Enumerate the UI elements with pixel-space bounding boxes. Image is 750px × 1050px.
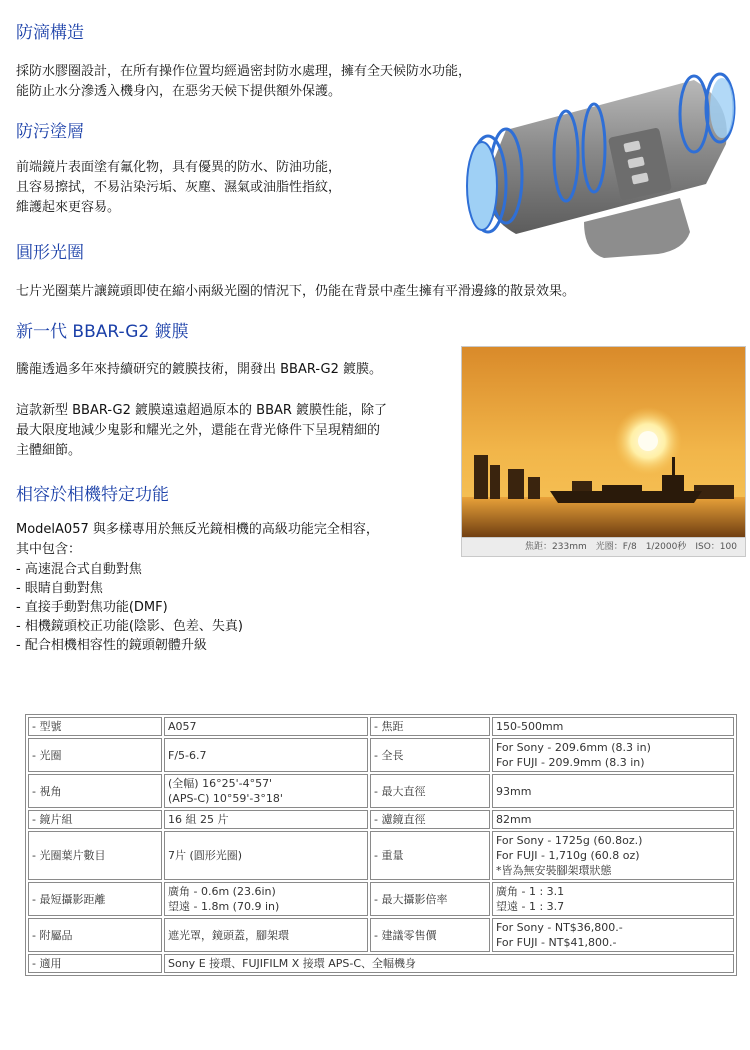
coating-line-1: 前端鏡片表面塗有氟化物，具有優異的防水、防油功能， [16,160,342,175]
front-element [467,142,497,230]
spec-value: Sony E 接環、FUJIFILM X 接環 APS-C、全幅機身 [164,954,734,973]
feature-item: - 高速混合式自動對焦 [16,562,142,577]
spec-row [28,774,734,808]
coating-paragraph [16,158,341,218]
spec-table [25,714,737,976]
spec-label: - 光圈葉片數目 [28,831,162,880]
spec-label: - 適用 [28,954,162,973]
bbar-line-3: 主體細節。 [16,443,82,458]
weather-paragraph [16,62,471,102]
spec-label: - 焦距 [370,717,490,736]
spec-value: F/5-6.7 [164,738,368,772]
rear-element [710,78,734,138]
spec-label: - 全長 [370,738,490,772]
spec-value: 廣角 - 0.6m (23.6in) 望遠 - 1.8m (70.9 in) [164,882,368,916]
feature-item: - 眼睛自動對焦 [16,581,103,596]
feature-list [16,560,243,655]
weather-line-1: 採防水膠圈設計，在所有操作位置均經過密封防水處理，擁有全天候防水功能， [16,64,472,79]
spec-label: - 型號 [28,717,162,736]
spec-value: A057 [164,717,368,736]
bbar-line-2: 最大限度地減少鬼影和耀光之外，還能在背光條件下呈現精細的 [16,423,381,438]
compat-paragraph [16,520,379,560]
section-title-coating: 防污塗層 [16,122,84,142]
spec-row [28,831,734,880]
spec-value: For Sony - 1725g (60.8oz.) For FUJI - 1,710g (60.8 oz) *皆為無安裝腳架環狀態 [492,831,734,880]
spec-label: - 最短攝影距離 [28,882,162,916]
spec-label: - 重量 [370,831,490,880]
spec-value: For Sony - 209.6mm (8.3 in) For FUJI - 209.9mm (8.3 in) [492,738,734,772]
spec-value: For Sony - NT$36,800.- For FUJI - NT$41,800.- [492,918,734,952]
spec-row [28,882,734,916]
sample-photo [461,346,746,538]
bbar-line-1: 這款新型 BBAR-G2 鍍膜遠遠超過原本的 BBAR 鍍膜性能，除了 [16,403,388,418]
coating-line-3: 維護起來更容易。 [16,200,121,215]
spec-row [28,954,734,973]
spec-label: - 附屬品 [28,918,162,952]
compat-line-1: ModelA057 與多樣專用於無反光鏡相機的高級功能完全相容， [16,522,379,537]
compat-line-2: 其中包含： [16,542,82,557]
feature-item: - 相機鏡頭校正功能(陰影、色差、失真) [16,619,243,634]
lens-illustration [444,72,742,266]
spec-label: - 視角 [28,774,162,808]
spec-row [28,810,734,829]
spec-value: 93mm [492,774,734,808]
section-title-aperture: 圓形光圈 [16,243,84,263]
spec-label: - 光圈 [28,738,162,772]
spec-label: - 濾鏡直徑 [370,810,490,829]
spec-value: 82mm [492,810,734,829]
spec-label: - 建議零售價 [370,918,490,952]
spec-row [28,918,734,952]
spec-label: - 最大攝影倍率 [370,882,490,916]
aperture-paragraph: 七片光圈葉片讓鏡頭即使在縮小兩級光圈的情況下，仍能在背景中產生擁有平滑邊緣的散景效果。 [16,284,576,299]
bbar-paragraph-1: 騰龍透過多年來持續研究的鍍膜技術，開發出 BBAR-G2 鍍膜。 [16,362,383,377]
photo-caption: 焦距：233mm 光圈：F/8 1/2000秒 ISO：100 [461,538,746,557]
section-title-bbar: 新一代 BBAR-G2 鍍膜 [16,322,189,342]
coating-line-2: 且容易擦拭，不易沾染污垢、灰塵、濕氣或油脂性指紋， [16,180,342,195]
spec-label: - 鏡片組 [28,810,162,829]
spec-value: 16 組 25 片 [164,810,368,829]
spec-row [28,717,734,736]
weather-line-2: 能防止水分滲透入機身內，在惡劣天候下提供額外保護。 [16,84,342,99]
feature-item: - 配合相機相容性的鏡頭韌體升級 [16,638,207,653]
bbar-paragraph-2 [16,401,387,461]
spec-value: 廣角 - 1 : 3.1 望遠 - 1 : 3.7 [492,882,734,916]
spec-value: (全幅) 16°25'-4°57' (APS-C) 10°59'-3°18' [164,774,368,808]
spec-value: 遮光罩，鏡頭蓋，腳架環 [164,918,368,952]
section-title-compat: 相容於相機特定功能 [16,485,169,505]
feature-item: - 直接手動對焦功能(DMF) [16,600,168,615]
spec-value: 150-500mm [492,717,734,736]
spec-row [28,738,734,772]
spec-value: 7片 (圓形光圈) [164,831,368,880]
spec-label: - 最大直徑 [370,774,490,808]
section-title-weather: 防滴構造 [16,23,84,43]
